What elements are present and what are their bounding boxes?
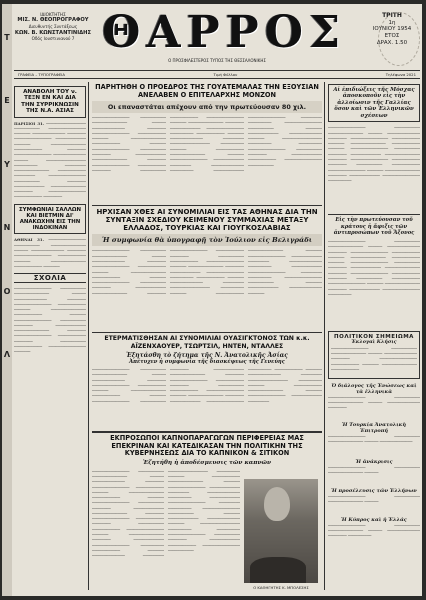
mid-subhead: Ἡ συμφωνία θὰ ὑπογραφῇ τὸν Ἰούλιον εἰς Βελιγράδι — [92, 234, 322, 246]
section-rule — [92, 205, 322, 206]
right-top-article: ──────────────── ─────────── ─────────────── ────── ────────────── ──────── ──────────────── ──────────── ─────── ─────────────── ──────────── ─────── ──────────────── ─────────── ──────── ───────────── ─────────────── ──────── ──────────────── ──────────── ──────── ─────────── ──────────── ──────────────── ─────── ─────────────── ──────── ───────────── ──────────────── ────────── — [328, 125, 420, 184]
publisher-box — [14, 12, 92, 64]
right-quote-3-text: ──────────────── ─────────── ─────────────── ────── — [328, 464, 420, 476]
photo-face — [264, 487, 290, 521]
publisher-name: ΜΙΣ. Ν. ΘΕΟΠΡΟΓΡΑΦΟΥ — [17, 17, 89, 24]
third-headline: ΕΤΕΡΜΑΤΙΣΘΗΣΑΝ ΑΙ ΣΥΝΟΜΙΛΙΑΙ ΟΥΑΣΙΓΚΤΟΝΟΣ ΤΩΝ κ.κ. ΑΪΖΕΝΧΑΟΥΕΡ, ΤΣΩΡΤΣΙΛ, ΗΝΤΕΝ, ΝΤΑΛΛΕΣ — [104, 335, 310, 350]
edge-letter: Ο — [3, 286, 11, 296]
info-center: Τιμή Φύλλου — [213, 72, 238, 77]
edge-letter: Λ — [3, 349, 11, 359]
political-note-line: Ἐκλογαὶ Κλήσις — [351, 339, 397, 346]
mid-headline: ΗΡΧΙΣΑΝ ΧΘΕΣ ΑΙ ΣΥΝΟΜΙΛΙΑΙ ΕΙΣ ΤΑΣ ΑΘΗΝΑΣ ΔΙΑ ΤΗΝ ΣΥΝΤΑΞΙΝ ΣΧΕΔΙΟΥ ΚΕΙΜΕΝΟΥ ΣΥΜΜΑΧΙΑΣ ΜΕΤΑΞΥ ΕΛΛΑΔΟΣ, ΤΟΥΡΚΙΑΣ ΚΑΙ ΓΙΟΥΓΚΟΣΛΑΒΙΑΣ — [96, 208, 318, 233]
date-number: 1η — [388, 19, 396, 26]
newspaper-subtitle: Ο ΠΡΟΣΦΙΛΕΣΤΕΡΟΣ ΤΥΠΟΣ ΤΗΣ ΘΕΣΣΑΛΟΝΙΚΗΣ — [168, 58, 266, 63]
address: Οδός Ιουστινιανού 7 — [31, 36, 75, 42]
bottom-headline: ΕΚΠΡΟΣΩΠΟΙ ΚΑΠΝΟΠΑΡΑΓΩΓΩΝ ΠΕΡΙΦΕΡΕΙΑΣ ΜΑΣ ΕΠΕΚΡΙΝΑΝ ΚΑΙ ΚΑΤΕΔΙΚΑΣΑΝ ΤΗΝ ΠΟΛΙΤΙΚΗΝ ΤΗΣ ΚΥΒΕΡΝΗΣΕΩΣ ΔΙΑ ΤΟ ΚΑΠΝΙΚΟΝ & ΣΙΤΙΚΟΝ — [110, 434, 304, 458]
bottom-article: ──────────────── ─────────── ─────────────── ────── ────────────── ──────── ──────────────── ──────────── ─────── ─────────────── ──────────── ─────── ──────────────── ─────────── ──────── ───────────── ─────────────── ──────── ──────────────── ──────────── ──────── ─────────── ──────────── ──────────────── ─────── ─────────────── ──────── ───────────── ──────────────── ────────── ──────────── ─────── ────────────── ───────── ───────────────── ────────── ─────── ──────────── ─────────────── ─────── ──────────────── ───────────── ───────── ────────────── ────────── ───────────── ──────────────── ───────── ────────── ──────────────── ─────────── ─────── ───────────── ────────────── ─────── ───────────────── ────────── ────────── ──────────────── ─────────── ──────── ───────────── ──────────── ──────────────── ─────────── — [92, 468, 240, 559]
newspaper-page — [2, 4, 422, 596]
mid-article: ──────────────── ─────────── ─────────────── ────── ────────────── ──────── ──────────────── ──────────── ─────── ─────────────── ──────────── ─────── ──────────────── ─────────── ──────── ───────────── ─────────────── ──────── ──────────────── ──────────── ──────── ─────────── ──────────── ──────────────── ─────── ─────────────── ──────── ───────────── ──────────────── ────────── ──────────── ─────── ────────────── ───────── ───────────────── ────────── ─────── ──────────── ─────────────── ─────── ──────────────── ───────────── ───────── ────────────── ────────── ───────────── ──────────────── ───────── ────────── ──────────────── ─────────── ─────── ───────────── ────────────── ─────── — [92, 248, 322, 296]
bottom-article-area — [92, 469, 322, 594]
newspaper-title: ΘΑΡΡΟΣ — [102, 7, 347, 58]
publisher-label: ΙΔΙΟΚΤΗΤΗΣ — [40, 12, 66, 17]
right-mid-headline: Εἰς τὴν πρωτεύουσαν τοῦ κράτους ἡ ἄφιξις τῶν ἀντιπροσώπων τοῦ Ἄξονος — [328, 214, 420, 236]
photo-coat — [250, 557, 306, 583]
political-note-title: ΠΟΛΙΤΙΚΟΝ ΣΗΜΕΙΩΜΑ — [334, 334, 414, 341]
info-right: Τηλέφωνα 2021 — [385, 72, 416, 77]
left-headline-2: ΣΥΜΦΩΝΙΑΙ ΣΑΛΛΩΝ ΚΑΙ ΒΙΕΤΜΙΝ ΔΙ' ΑΝΑΚΩΧΗΝ ΕΙΣ ΤΗΝ ΙΝΔΟΚΙΝΑΝ — [14, 204, 86, 235]
date-box — [366, 12, 418, 68]
right-mid-article: ──────────────── ─────────── ─────────────── ────── ────────────── ──────── ──────────────── ──────────── ─────── ─────────────── ──────────── ─────── ──────────────── ─────────── ──────── ───────────── ─────────────── ──────── ──────────────── ──────────── ──────── ─────────── ──────────── ──────────────── ─────── ─────────────── ──────── ───────────── ──────────────── ────────── — [328, 239, 420, 297]
right-quote-5: Ἡ Κύπρος καὶ ἡ Ἑλλάς — [341, 516, 407, 523]
left-dateline-2: ΑΘΗΝΑΙ 31. — [14, 237, 44, 243]
right-top-headline: Αἱ ἐπιδιώξεις τῆς Μόσχας ἀποσκοποῦν εἰς τὴν ἀλλοίωσιν τῆς Γαλλίας ὅσον καὶ τῶν Ἑλληνικῶν σχέσεων — [328, 84, 420, 122]
center-columns — [92, 84, 322, 594]
third-article: ──────────────── ─────────── ─────────────── ────── ────────────── ──────── ──────────────── ──────────── ─────── ─────────────── ──────────── ─────── ──────────────── ─────────── ──────── ───────────── ─────────────── ──────── ──────────────── ──────────── ──────── ─────────── ──────────── ──────────────── ─────── ─────────────── ──────── ───────────── ──────────────── ────────── ──────────── ─────── ────────────── ───────── ───────────────── ────────── ─────── ──────────── ─────────────── ─────── ──────────────── ───────────── ───────── — [92, 367, 322, 404]
third-subhead: Ἐξητάσθη τὸ ζήτημα τῆς Ν. Ἀνατολικῆς Ἀσίας — [126, 351, 288, 359]
right-quote-3: Ἡ ἀνάκρισις — [355, 458, 393, 465]
right-quote-5-text: ──────────────── ─────────── ─────────────── ────── ────────────── ──────── ────────── — [328, 522, 420, 539]
right-quote-1-text: ──────────────── ─────────── ─────────────── ────── ────────────── ──────── — [328, 394, 420, 411]
director-label: Διευθυντής Συντάξεως — [28, 24, 78, 30]
left-dateline: ΠΑΡΙΣΙΟΙ 31. — [14, 120, 45, 126]
director-name: ΚΩΝ. Β. ΚΩΝΣΤΑΝΤΙΝΙΔΗΣ — [14, 29, 92, 36]
bottom-subhead: Ἐζητήθη ἡ ἀποδέσμευσις τῶν καπνῶν — [142, 459, 272, 466]
masthead — [14, 7, 420, 94]
column-rule — [88, 82, 89, 590]
date-month: ΙΟΥΝΙΟΥ 1954 — [372, 26, 412, 33]
scholia-text: ──────────────── ─────────── ─────────────── ────── ────────────── ──────── ──────────────── ──────────── ─────── ─────────────── ──────────── ─────── ──────────────── ─────────── ──────── ───────────── ─────────────── ──────── ──────────────── ──────────── ──────── ─────────── ──────────── ──────────────── ─────── — [14, 286, 86, 355]
right-quote-4-text: ──────────────── ─────────── ─────────────── ────── — [328, 493, 420, 505]
top-article: ──────────────── ─────────── ─────────────── ────── ────────────── ──────── ──────────────── ──────────── ─────── ─────────────── ──────────── ─────── ──────────────── ─────────── ──────── ───────────── ─────────────── ──────── ──────────────── ──────────── ──────── ─────────── ──────────── ──────────────── ─────── ─────────────── ──────── ───────────── ──────────────── ────────── ──────────── ─────── ────────────── ───────── ───────────────── ────────── ─────── ──────────── ─────────────── ─────── ──────────────── ───────────── ───────── ────────────── ────────── ───────────── ──────────────── ───────── ────────── ──────────────── ─────────── ─────── ───────────── ────────────── ─────── ───────────────── ────────── ────────── ──────────────── ─────────── ──────── ───────────── ──────────── ──────────────── ─────────── — [92, 115, 322, 173]
top-subhead: Οι επαναστάται απέχουν από την πρωτεύουσαν 80 χιλ. — [92, 101, 322, 113]
info-left: ΓΡΑΦΕΙΑ – ΤΥΠΟΓΡΑΦΕΙΑ — [18, 72, 66, 77]
column-rule — [324, 82, 325, 590]
section-scholia: ΣΧΟΛΙΑ — [14, 273, 86, 283]
third-subhead-2: Ἀπέτυχεν ἡ συμφωνία τῆς διασκέψεως τῆς Γενεύης — [129, 358, 285, 365]
top-headline: ΠΑΡΗΤΗΘΗ Ο ΠΡΟΕΔΡΟΣ ΤΗΣ ΓΟΥΑΤΕΜΑΛΑΣ ΤΗΝ ΕΞΟΥΣΙΑΝ ΑΝΕΛΑΒΕΝ Ο ΕΠΙΤΕΛΑΡΧΗΣ ΜΟΝΖΟΝ — [95, 84, 319, 99]
edge-letter: Τ — [4, 33, 10, 42]
edge-letter: Υ — [4, 159, 10, 169]
right-column — [328, 84, 420, 594]
section-rule — [92, 332, 322, 333]
portrait-photo — [244, 479, 318, 583]
political-note-text: ──────────────── ─────────── ─────────────── ────── ────────────── ──────── ──────────────── ──────────── ─────── ─────────────── ──────────── — [331, 345, 417, 372]
right-quote-4: Ἡ προσέλευσις τῶν Ἑλλήνων — [331, 487, 417, 494]
left-article-2: ΑΘΗΝΑΙ 31. ──────────────── ─────────── ─────────────── ────── ────────────── ──────── ──────────────── ──────────── ─────── ─────────────── ──────────── ─────── — [14, 237, 86, 269]
political-note-box — [328, 331, 420, 379]
left-column — [14, 86, 86, 592]
weekday: ΤΡΙΤΗ — [382, 12, 402, 19]
left-headline: ΑΝΑΒΟΛΗ ΤΟΥ ν. ΤΕΞΝ ΕΝ ΚΑΙ ΔΙΑ ΤΗΝ ΣΥΡΡΙΚΝΩΣΙΝ ΤΗΣ Ν.Α. ΑΣΙΑΣ — [14, 86, 86, 118]
info-bar — [14, 70, 420, 79]
edge-letter: Ε — [4, 96, 10, 106]
right-quote-2: Ἡ Τουρκία Ἀνατολικὴ Ἐπιτροπή — [341, 421, 407, 434]
left-article: ΠΑΡΙΣΙΟΙ 31. ───────────────── ─────────── ──────────────── ─────── ────────────── ──────── ──────────────── ───────────── ─────── ─────────────── ──────────── ──────── ──────────────── ────────────── ────── ───────────────── ────────── ───────── ─────────────── ──────────── ───────── ──────────────── ─────────── ──────── ───────────── ─────────────── ──────── ──────────────── ──────────── ──────── — [14, 120, 86, 200]
price: ΔΡΑΧ. 1.50 — [376, 40, 408, 47]
edge-letter: Ν — [3, 223, 11, 233]
right-quote-2-text: ──────────────── ─────────── ─────────────── ────── ────────────── — [328, 433, 420, 445]
cropped-left-edge — [2, 4, 12, 596]
issue-label: ΕΤΟΣ — [384, 33, 400, 40]
section-rule — [92, 431, 322, 433]
photo-caption: Ο ΚΑΘΗΓΗΤΗΣ Κ. ΜΠΟΛΕΣΗΣ — [253, 584, 309, 590]
library-stamp-icon — [378, 12, 420, 66]
right-quote-1: Ὁ διάλογος τῆς Ἑνώσεως καὶ τὰ ἑλληνικὰ — [331, 382, 417, 395]
